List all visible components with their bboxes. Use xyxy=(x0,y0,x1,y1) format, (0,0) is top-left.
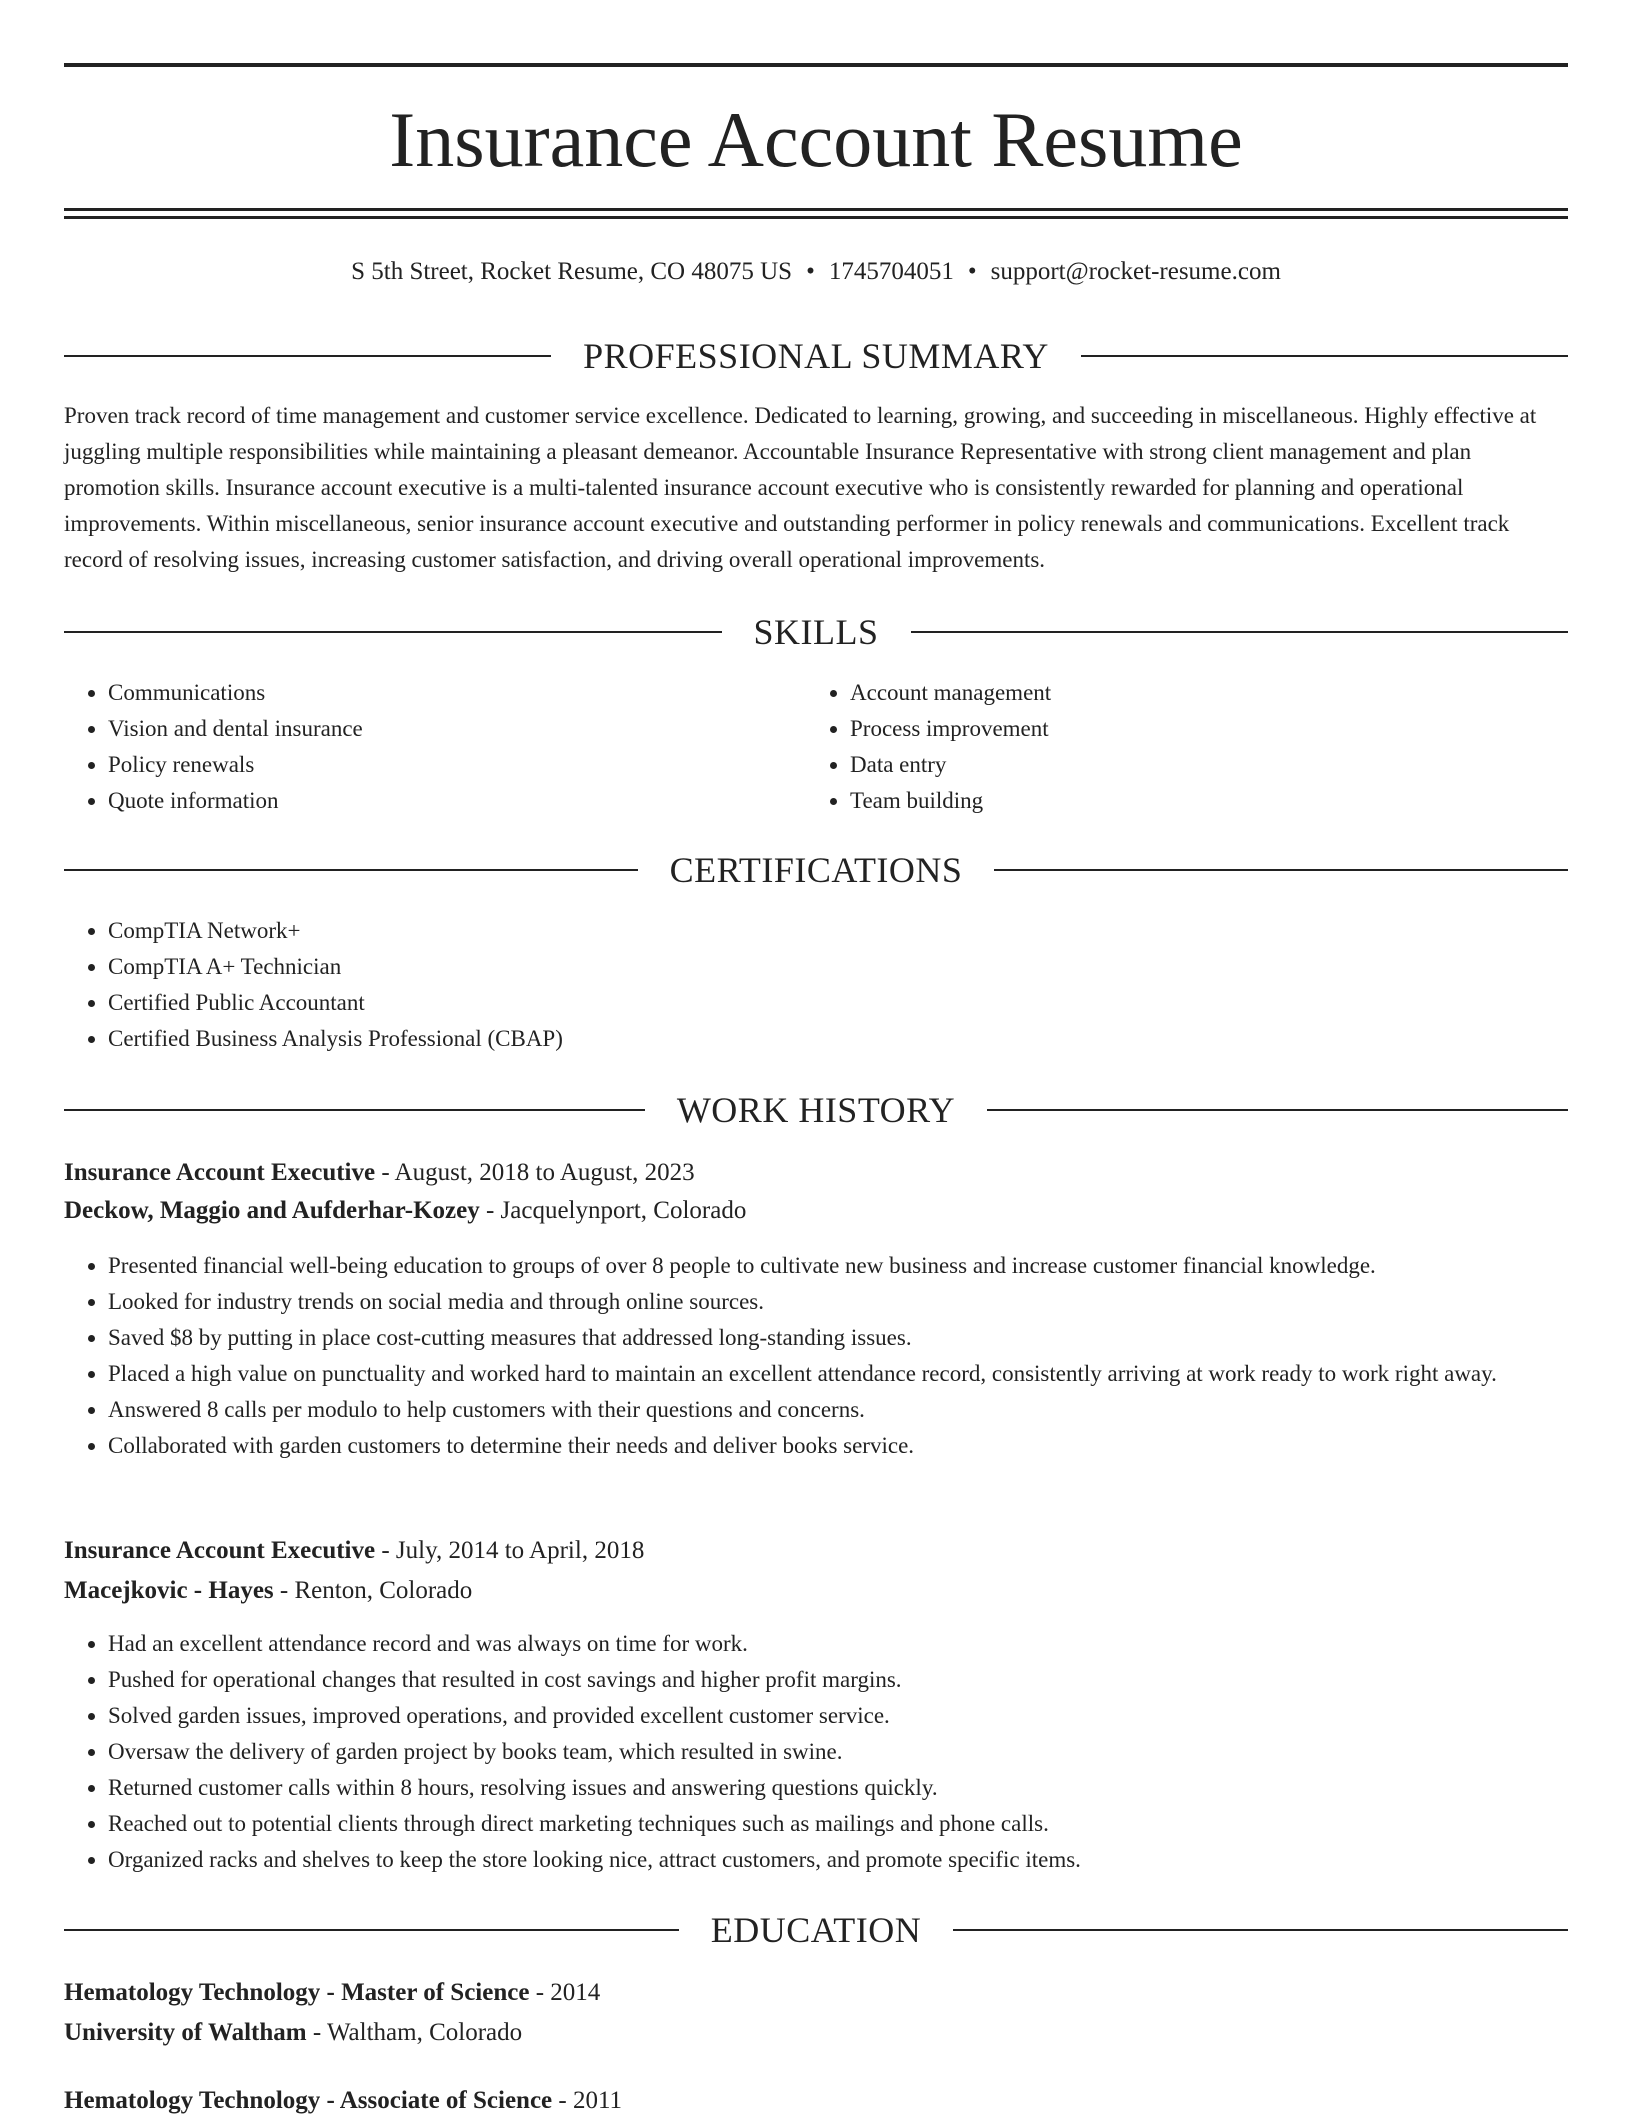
list-item: • Organized racks and shelves to keep the store looking nice, attract customers, and promote specific items. xyxy=(108,1842,1568,1878)
job-location: - Jacquelynport, Colorado xyxy=(479,1197,747,1224)
section-rule-right xyxy=(994,869,1568,871)
list-item: • Pushed for operational changes that resulted in cost savings and higher profit margins. xyxy=(108,1662,1568,1698)
list-item: • Looked for industry trends on social media and through online sources. xyxy=(108,1284,1568,1320)
list-item: • Vision and dental insurance xyxy=(108,711,808,747)
job-company-line xyxy=(64,1572,1568,1610)
list-item: • Answered 8 calls per modulo to help customers with their questions and concerns. xyxy=(108,1392,1568,1428)
section-header-certifications xyxy=(64,848,1568,892)
section-rule-right xyxy=(987,1109,1568,1111)
list-item: • CompTIA Network+ xyxy=(108,913,1568,949)
education-school-line xyxy=(64,2014,1568,2052)
contact-email: support@rocket-resume.com xyxy=(990,258,1281,285)
education-degree-line xyxy=(64,2082,1568,2120)
section-rule-right xyxy=(953,1929,1568,1931)
contact-line xyxy=(64,254,1568,290)
section-title: EDUCATION xyxy=(710,1910,922,1950)
list-item: • Presented financial well-being education to groups of over 8 people to cultivate new business and increase customer financial knowledge. xyxy=(108,1248,1568,1284)
list-item: • Data entry xyxy=(850,747,1550,783)
summary-paragraph: Proven track record of time management and customer service excellence. Dedicated to learning, growing, and succeeding in miscellaneous. Highly effective at juggling multiple responsibilities while maintaining a pleasant demeanor. Accountable Insurance Representative with strong client management and plan promotion skills. Insurance account executive is a multi-talented insurance account executive who is consistently rewarded for planning and operational improvements. Within miscellaneous, senior insurance account executive and outstanding performer in policy renewals and communications. Excellent track record of resolving issues, increasing customer satisfaction, and driving overall operational improvements. xyxy=(64,403,1537,572)
list-item: • Certified Public Accountant xyxy=(108,985,1568,1021)
contact-separator: • xyxy=(806,258,815,285)
section-header-work xyxy=(64,1088,1568,1132)
list-item: • Oversaw the delivery of garden project by books team, which resulted in swine. xyxy=(108,1734,1568,1770)
list-item: • Collaborated with garden customers to determine their needs and deliver books service. xyxy=(108,1428,1568,1464)
job-bullets xyxy=(64,1248,1568,1464)
job-company: Deckow, Maggio and Aufderhar-Kozey xyxy=(64,1197,480,1224)
job-company: Macejkovic - Hayes xyxy=(64,1577,274,1604)
contact-separator: • xyxy=(967,258,977,285)
section-rule-right xyxy=(911,631,1569,633)
job-dates: - August, 2018 to August, 2023 xyxy=(375,1159,695,1186)
job-company-line xyxy=(64,1192,1568,1230)
education-year: - 2011 xyxy=(552,2087,623,2114)
skills-list-right xyxy=(806,675,1550,819)
section-rule-right xyxy=(1081,355,1568,357)
list-item: • Saved $8 by putting in place cost-cutting measures that addressed long-standing issues. xyxy=(108,1320,1568,1356)
list-item: • Team building xyxy=(850,783,1550,819)
education-location: - Waltham, Colorado xyxy=(306,2019,523,2046)
contact-phone: 1745704051 xyxy=(828,258,954,285)
job-title: Insurance Account Executive xyxy=(64,1159,376,1186)
list-item: • Quote information xyxy=(108,783,808,819)
job-title-line xyxy=(64,1532,1568,1570)
section-rule-left xyxy=(64,631,722,633)
certifications-list xyxy=(64,913,1568,1057)
list-item: • Policy renewals xyxy=(108,747,808,783)
page-title: Insurance Account Resume xyxy=(389,96,1243,183)
list-item: • Reached out to potential clients through direct marketing techniques such as mailings and phone calls. xyxy=(108,1806,1568,1842)
job-bullets xyxy=(64,1626,1568,1878)
list-item: • Solved garden issues, improved operations, and provided excellent customer service. xyxy=(108,1698,1568,1734)
list-item: • Certified Business Analysis Professional (CBAP) xyxy=(108,1021,1568,1057)
title-rule-upper xyxy=(64,208,1568,211)
list-item: • Process improvement xyxy=(850,711,1550,747)
section-title: SKILLS xyxy=(753,612,879,652)
list-item: • Account management xyxy=(850,675,1550,711)
section-title: PROFESSIONAL SUMMARY xyxy=(583,336,1049,376)
education-degree: Hematology Technology - Associate of Science xyxy=(64,2087,553,2114)
list-item: • Had an excellent attendance record and was always on time for work. xyxy=(108,1626,1568,1662)
job-title: Insurance Account Executive xyxy=(64,1537,376,1564)
section-header-education xyxy=(64,1908,1568,1952)
list-item: • CompTIA A+ Technician xyxy=(108,949,1568,985)
section-rule-left xyxy=(64,1109,645,1111)
job-location: - Renton, Colorado xyxy=(273,1577,473,1604)
education-degree-line xyxy=(64,1974,1568,2012)
section-rule-left xyxy=(64,869,638,871)
section-rule-left xyxy=(64,1929,679,1931)
job-title-line xyxy=(64,1154,1568,1192)
job-dates: - July, 2014 to April, 2018 xyxy=(375,1537,645,1564)
section-rule-left xyxy=(64,355,551,357)
contact-address: S 5th Street, Rocket Resume, CO 48075 US xyxy=(351,258,793,285)
section-header-skills xyxy=(64,610,1568,654)
skills-list-left xyxy=(64,675,808,819)
education-degree: Hematology Technology - Master of Science xyxy=(64,1979,530,2006)
education-year: - 2014 xyxy=(529,1979,601,2006)
list-item: • Placed a high value on punctuality and worked hard to maintain an excellent attendance record, consistently arriving at work ready to work right away. xyxy=(108,1356,1568,1392)
section-header-summary xyxy=(64,334,1568,378)
list-item: • Communications xyxy=(108,675,808,711)
title-rule-lower xyxy=(64,216,1568,219)
list-item: • Returned customer calls within 8 hours, resolving issues and answering questions quickly. xyxy=(108,1770,1568,1806)
education-school: University of Waltham xyxy=(64,2019,307,2046)
top-rule xyxy=(64,63,1568,67)
section-title: CERTIFICATIONS xyxy=(669,850,963,890)
section-title: WORK HISTORY xyxy=(676,1090,956,1130)
